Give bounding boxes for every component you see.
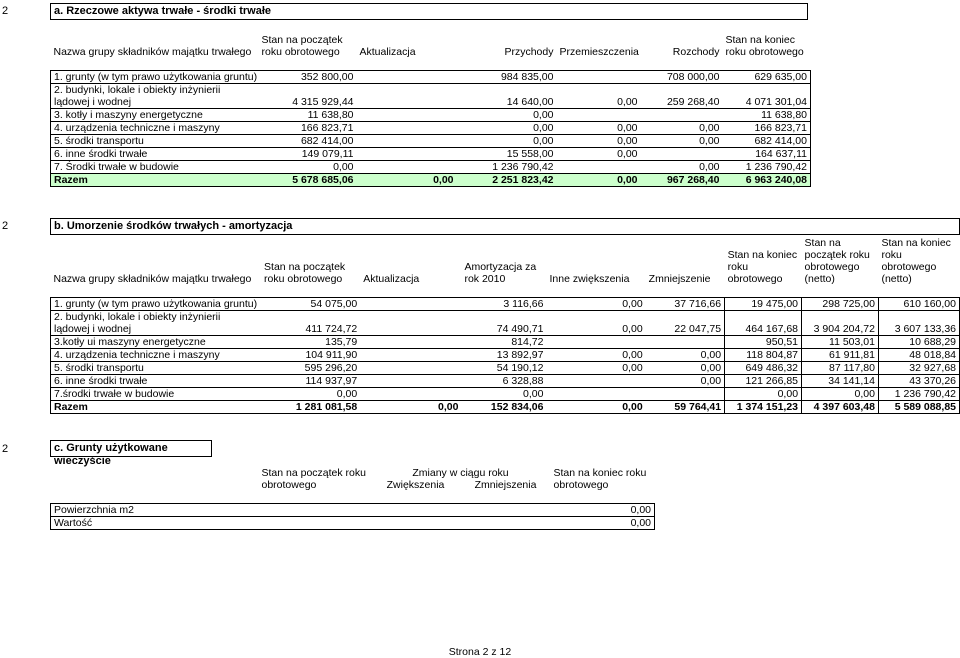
table-cell — [360, 298, 461, 311]
table-cell: 135,79 — [261, 336, 360, 349]
table-cell: 14 640,00 — [457, 84, 557, 109]
header-cell: Nazwa grupy składników majątku trwałego — [53, 273, 252, 285]
row-name: 5. środki transportu — [51, 135, 259, 148]
table-cell: 0,00 — [646, 362, 725, 375]
header-decrease: Zmniejszenia — [474, 479, 537, 491]
table-cell: 4 315 929,44 — [259, 84, 357, 109]
total-label: Razem — [51, 401, 262, 414]
total-cell: 5 589 088,85 — [878, 401, 959, 414]
header-cell: Stan na początek roku obrotowego (netto) — [804, 237, 870, 285]
table-cell: 0,00 — [725, 388, 802, 401]
table-cell: 37 716,66 — [646, 298, 725, 311]
row-name: 6. inne środki trwałe — [51, 148, 259, 161]
table-cell: 0,00 — [802, 388, 879, 401]
table-cell: 54 190,12 — [461, 362, 546, 375]
total-cell: 1 281 081,58 — [261, 401, 360, 414]
table-cell: 0,00 — [646, 349, 725, 362]
section-c-title: c. Grunty użytkowane wieczyście — [50, 440, 212, 457]
table-row — [51, 84, 811, 109]
section-c-number: 2 — [2, 443, 9, 455]
table-row — [51, 388, 960, 401]
row-name: 1. grunty (w tym prawo użytkowania gruntu) — [51, 298, 262, 311]
table-cell: 0,00 — [546, 362, 645, 375]
total-cell: 967 268,40 — [641, 174, 723, 187]
table-cell: 114 937,97 — [261, 375, 360, 388]
section-b-title: b. Umorzenie środków trwałych - amortyzacja — [50, 218, 960, 235]
table-cell: 0,00 — [557, 135, 641, 148]
table-cell: 74 490,71 — [461, 311, 546, 336]
table-cell: 0,00 — [461, 388, 546, 401]
row-name: 3. kotły i maszyny energetyczne — [51, 109, 259, 122]
table-cell: 0,00 — [457, 122, 557, 135]
section-c — [50, 440, 655, 530]
table-cell: 0,00 — [551, 504, 655, 517]
section-c-rows — [51, 504, 655, 530]
table-cell: 149 079,11 — [259, 148, 357, 161]
table-cell: 1 236 790,42 — [878, 388, 959, 401]
table-cell: 0,00 — [546, 311, 645, 336]
table-cell: 610 160,00 — [878, 298, 959, 311]
table-cell: 0,00 — [641, 161, 723, 174]
table-cell — [461, 504, 551, 517]
table-cell: 0,00 — [546, 298, 645, 311]
table-cell: 814,72 — [461, 336, 546, 349]
header-cell: Zmniejszenie — [648, 273, 711, 285]
table-cell: 352 800,00 — [259, 71, 357, 84]
table-cell: 682 414,00 — [723, 135, 811, 148]
row-name: 2. budynki, lokale i obiekty inżynierii lądowej i wodnej — [51, 84, 259, 109]
table-cell: 0,00 — [557, 122, 641, 135]
table-cell: 6 328,88 — [461, 375, 546, 388]
table-cell: 259 268,40 — [641, 84, 723, 109]
table-cell: 0,00 — [546, 349, 645, 362]
table-cell: 0,00 — [259, 161, 357, 174]
total-cell: 0,00 — [546, 401, 645, 414]
header-cell: Przychody — [504, 46, 554, 58]
total-cell: 0,00 — [557, 174, 641, 187]
table-cell — [557, 71, 641, 84]
total-cell: 5 678 685,06 — [259, 174, 357, 187]
table-cell: 32 927,68 — [878, 362, 959, 375]
row-name: 3.kotły ui maszyny energetyczne — [51, 336, 262, 349]
header-increase: Zwiększenia — [386, 479, 445, 491]
table-cell — [360, 349, 461, 362]
row-name: 2. budynki, lokale i obiekty inżynierii lądowej i wodnej — [51, 311, 262, 336]
header-cell: Stan na początek roku obrotowego — [264, 261, 346, 285]
table-cell: 121 266,85 — [725, 375, 802, 388]
table-cell — [259, 504, 371, 517]
header-cell: Aktualizacja — [363, 273, 420, 285]
table-cell — [357, 109, 457, 122]
table-cell — [360, 375, 461, 388]
table-cell — [357, 161, 457, 174]
section-b — [50, 218, 960, 414]
table-row — [51, 311, 960, 336]
page-footer: Strona 2 z 12 — [448, 646, 512, 658]
table-cell: 629 635,00 — [723, 71, 811, 84]
table-cell: 0,00 — [551, 517, 655, 530]
table-cell: 3 607 133,36 — [878, 311, 959, 336]
table-cell: 3 904 204,72 — [802, 311, 879, 336]
table-cell — [357, 148, 457, 161]
section-b-table — [50, 235, 960, 414]
row-name: Powierzchnia m2 — [51, 504, 259, 517]
section-c-table — [50, 467, 655, 530]
header-cell: Stan na koniec roku obrotowego (netto) — [881, 237, 951, 285]
total-row — [51, 401, 960, 414]
total-cell: 0,00 — [357, 174, 457, 187]
table-cell: 649 486,32 — [725, 362, 802, 375]
table-cell: 11 503,01 — [802, 336, 879, 349]
table-cell: 0,00 — [557, 84, 641, 109]
table-cell — [557, 109, 641, 122]
table-cell: 1 236 790,42 — [457, 161, 557, 174]
table-cell: 0,00 — [557, 148, 641, 161]
table-cell: 13 892,97 — [461, 349, 546, 362]
table-cell — [259, 517, 371, 530]
table-cell: 164 637,11 — [723, 148, 811, 161]
table-cell: 950,51 — [725, 336, 802, 349]
table-cell — [371, 504, 461, 517]
section-a-title: a. Rzeczowe aktywa trwałe - środki trwałe — [50, 3, 808, 20]
table-cell: 0,00 — [641, 135, 723, 148]
table-cell — [646, 388, 725, 401]
table-cell: 4 071 301,04 — [723, 84, 811, 109]
table-cell: 15 558,00 — [457, 148, 557, 161]
table-row — [51, 517, 655, 530]
table-row — [51, 161, 811, 174]
table-cell: 48 018,84 — [878, 349, 959, 362]
header-cell: Aktualizacja — [359, 46, 416, 58]
table-cell: 87 117,80 — [802, 362, 879, 375]
header-cell: Amortyzacja za rok 2010 — [464, 261, 537, 285]
table-cell: 298 725,00 — [802, 298, 879, 311]
table-cell: 0,00 — [457, 109, 557, 122]
section-a — [50, 3, 811, 187]
header-cell: Inne zwiększenia — [549, 273, 630, 285]
table-cell: 3 116,66 — [461, 298, 546, 311]
table-cell — [360, 311, 461, 336]
table-row — [51, 298, 960, 311]
section-a-rows — [51, 71, 811, 187]
total-cell: 2 251 823,42 — [457, 174, 557, 187]
table-cell: 104 911,90 — [261, 349, 360, 362]
total-cell: 59 764,41 — [646, 401, 725, 414]
table-cell: 682 414,00 — [259, 135, 357, 148]
table-row — [51, 71, 811, 84]
header-end: Stan na koniec roku obrotowego — [553, 467, 647, 491]
total-cell: 152 834,06 — [461, 401, 546, 414]
total-label: Razem — [51, 174, 259, 187]
row-name: 5. środki transportu — [51, 362, 262, 375]
table-row — [51, 336, 960, 349]
table-cell: 464 167,68 — [725, 311, 802, 336]
row-name: Wartość — [51, 517, 259, 530]
table-cell: 54 075,00 — [261, 298, 360, 311]
table-cell — [461, 517, 551, 530]
table-row — [51, 135, 811, 148]
total-cell: 4 397 603,48 — [802, 401, 879, 414]
table-cell: 22 047,75 — [646, 311, 725, 336]
total-row — [51, 174, 811, 187]
section-b-rows — [51, 298, 960, 414]
section-a-number: 2 — [2, 5, 9, 17]
table-row — [51, 349, 960, 362]
table-cell: 984 835,00 — [457, 71, 557, 84]
row-name: 7.środki trwałe w budowie — [51, 388, 262, 401]
table-cell: 10 688,29 — [878, 336, 959, 349]
header-changes: Zmiany w ciągu roku — [412, 467, 509, 479]
table-cell: 0,00 — [641, 122, 723, 135]
table-cell — [546, 336, 645, 349]
table-cell — [646, 336, 725, 349]
table-cell — [546, 375, 645, 388]
table-row — [51, 122, 811, 135]
table-cell: 43 370,26 — [878, 375, 959, 388]
table-cell — [357, 71, 457, 84]
row-name: 4. urządzenia techniczne i maszyny — [51, 349, 262, 362]
table-cell: 19 475,00 — [725, 298, 802, 311]
total-cell: 6 963 240,08 — [723, 174, 811, 187]
table-row — [51, 375, 960, 388]
table-row — [51, 362, 960, 375]
header-cell: Stan na początek roku obrotowego — [261, 34, 343, 58]
table-cell: 708 000,00 — [641, 71, 723, 84]
table-cell: 61 911,81 — [802, 349, 879, 362]
table-cell: 166 823,71 — [723, 122, 811, 135]
section-a-table — [50, 20, 811, 187]
header-cell: Stan na koniec roku obrotowego — [727, 249, 798, 285]
header-cell: Przemieszczenia — [559, 46, 639, 58]
table-cell — [557, 161, 641, 174]
table-row — [51, 109, 811, 122]
table-cell: 11 638,80 — [723, 109, 811, 122]
header-start: Stan na początek roku obrotowego — [261, 467, 366, 491]
total-cell: 0,00 — [360, 401, 461, 414]
header-cell: Stan na koniec roku obrotowego — [725, 34, 804, 58]
table-cell: 166 823,71 — [259, 122, 357, 135]
section-b-number: 2 — [2, 220, 9, 232]
table-cell — [360, 362, 461, 375]
table-row — [51, 148, 811, 161]
table-cell — [546, 388, 645, 401]
table-cell: 411 724,72 — [261, 311, 360, 336]
table-cell: 0,00 — [261, 388, 360, 401]
table-cell — [357, 84, 457, 109]
table-row — [51, 504, 655, 517]
table-cell: 11 638,80 — [259, 109, 357, 122]
table-cell — [357, 135, 457, 148]
table-cell: 0,00 — [457, 135, 557, 148]
row-name: 7. Środki trwałe w budowie — [51, 161, 259, 174]
row-name: 4. urządzenia techniczne i maszyny — [51, 122, 259, 135]
total-cell: 1 374 151,23 — [725, 401, 802, 414]
table-cell: 595 296,20 — [261, 362, 360, 375]
header-cell: Rozchody — [672, 46, 720, 58]
row-name: 6. inne środki trwałe — [51, 375, 262, 388]
header-cell: Nazwa grupy składników majątku trwałego — [53, 46, 252, 58]
table-cell — [360, 388, 461, 401]
table-cell — [357, 122, 457, 135]
table-cell: 0,00 — [646, 375, 725, 388]
table-cell — [371, 517, 461, 530]
table-cell: 34 141,14 — [802, 375, 879, 388]
table-cell — [641, 148, 723, 161]
table-cell — [641, 109, 723, 122]
table-cell: 1 236 790,42 — [723, 161, 811, 174]
row-name: 1. grunty (w tym prawo użytkowania gruntu) — [51, 71, 259, 84]
table-cell: 118 804,87 — [725, 349, 802, 362]
table-cell — [360, 336, 461, 349]
